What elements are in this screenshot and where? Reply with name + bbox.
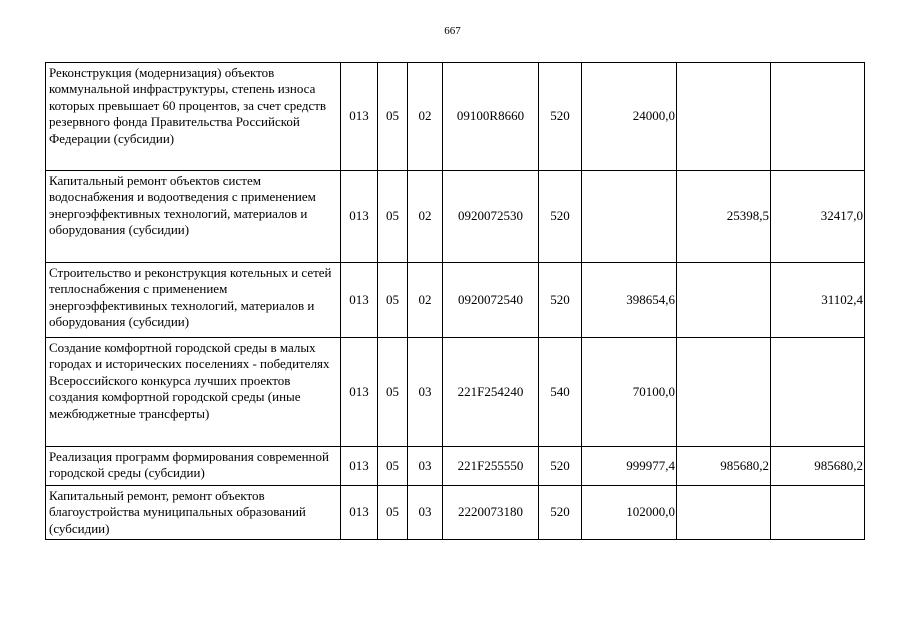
table-row	[46, 263, 865, 338]
cell-subsection: 02	[408, 63, 443, 171]
cell-subsection: 03	[408, 338, 443, 447]
cell-expense-type: 520	[539, 63, 582, 171]
cell-target-article: 221F255550	[443, 447, 539, 486]
cell-amount-1: 24000,0	[582, 63, 677, 171]
cell-expense-type: 520	[539, 447, 582, 486]
cell-amount-3	[771, 63, 865, 171]
cell-amount-2	[677, 486, 771, 540]
cell-amount-1: 70100,0	[582, 338, 677, 447]
cell-description: Строительство и реконструкция котельных и сетей теплоснабжения с применением энергоэффективиных технологий, материалов и оборудования (субсидии)	[46, 263, 341, 338]
cell-description: Создание комфортной городской среды в малых городах и исторических поселениях - победителях Всероссийского конкурса лучших проектов создания комфортной городской среды (иные межбюджетные трансферты)	[46, 338, 341, 447]
cell-section: 05	[378, 171, 408, 263]
table-row	[46, 338, 865, 447]
cell-ministry: 013	[341, 338, 378, 447]
cell-target-article: 0920072540	[443, 263, 539, 338]
cell-subsection: 02	[408, 263, 443, 338]
cell-ministry: 013	[341, 447, 378, 486]
cell-ministry: 013	[341, 263, 378, 338]
cell-section: 05	[378, 447, 408, 486]
cell-target-article: 09100R8660	[443, 63, 539, 171]
cell-subsection: 03	[408, 486, 443, 540]
cell-section: 05	[378, 263, 408, 338]
cell-description: Реализация программ формирования современной городской среды (субсидии)	[46, 447, 341, 486]
cell-expense-type: 520	[539, 486, 582, 540]
cell-target-article: 2220073180	[443, 486, 539, 540]
table-row	[46, 447, 865, 486]
cell-amount-3: 32417,0	[771, 171, 865, 263]
cell-ministry: 013	[341, 63, 378, 171]
cell-section: 05	[378, 338, 408, 447]
cell-amount-3: 985680,2	[771, 447, 865, 486]
cell-amount-2	[677, 63, 771, 171]
table-row	[46, 486, 865, 540]
cell-subsection: 03	[408, 447, 443, 486]
cell-amount-3	[771, 486, 865, 540]
cell-amount-1: 102000,0	[582, 486, 677, 540]
cell-amount-3: 31102,4	[771, 263, 865, 338]
cell-amount-1	[582, 171, 677, 263]
cell-expense-type: 540	[539, 338, 582, 447]
cell-subsection: 02	[408, 171, 443, 263]
cell-target-article: 0920072530	[443, 171, 539, 263]
budget-table	[45, 62, 865, 540]
cell-section: 05	[378, 63, 408, 171]
cell-amount-1: 398654,6	[582, 263, 677, 338]
cell-description: Капитальный ремонт, ремонт объектов благоустройства муниципальных образований (субсидии)	[46, 486, 341, 540]
cell-amount-2	[677, 338, 771, 447]
cell-amount-3	[771, 338, 865, 447]
cell-amount-2: 25398,5	[677, 171, 771, 263]
cell-description: Капитальный ремонт объектов систем водоснабжения и водоотведения с применением энергоэффективных технологий, материалов и оборудования (субсидии)	[46, 171, 341, 263]
cell-amount-2: 985680,2	[677, 447, 771, 486]
cell-target-article: 221F254240	[443, 338, 539, 447]
cell-ministry: 013	[341, 171, 378, 263]
page-number: 667	[444, 25, 461, 37]
cell-amount-2	[677, 263, 771, 338]
cell-amount-1: 999977,4	[582, 447, 677, 486]
cell-expense-type: 520	[539, 263, 582, 338]
table-row	[46, 63, 865, 171]
cell-section: 05	[378, 486, 408, 540]
cell-ministry: 013	[341, 486, 378, 540]
cell-expense-type: 520	[539, 171, 582, 263]
table-row	[46, 171, 865, 263]
cell-description: Реконструкция (модернизация) объектов коммунальной инфраструктуры, степень износа которых превышает 60 процентов, за счет средств резервного фонда Правительства Российской Федерации (субсидии)	[46, 63, 341, 171]
